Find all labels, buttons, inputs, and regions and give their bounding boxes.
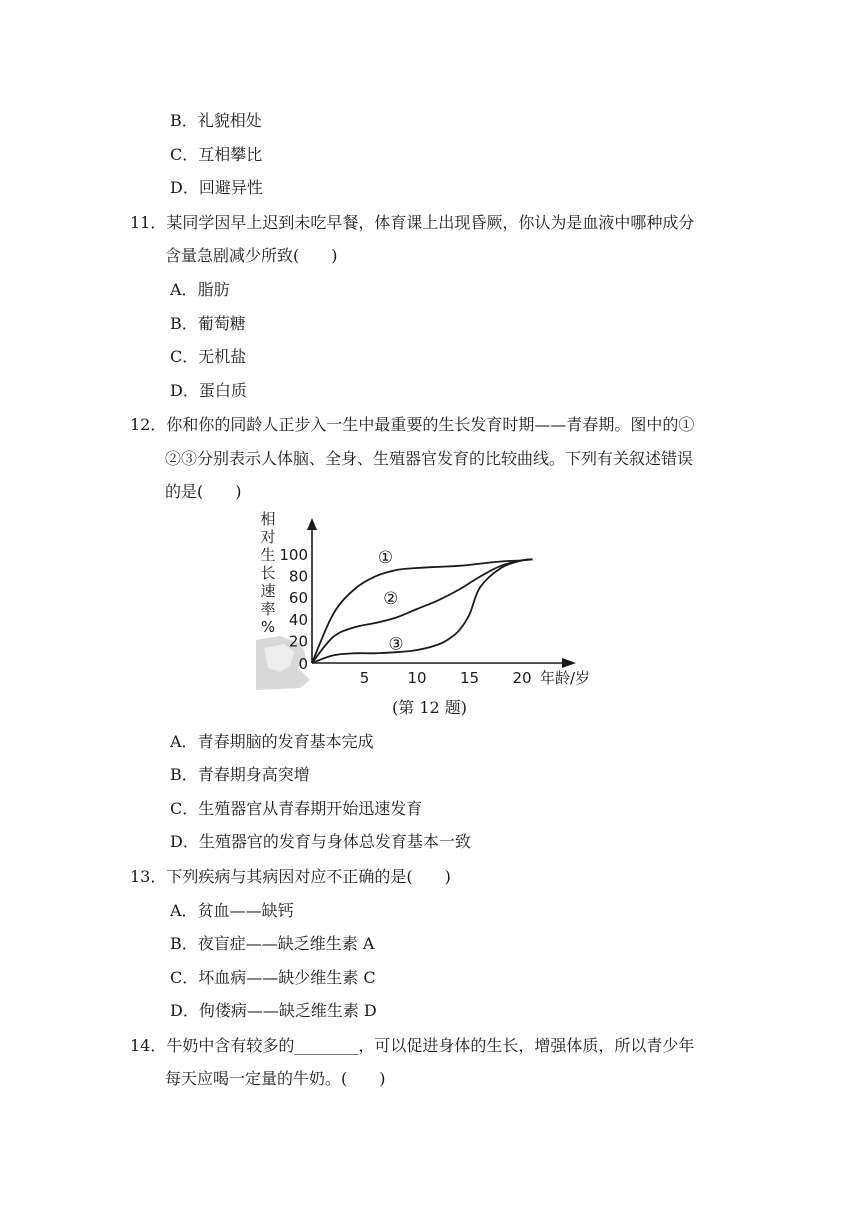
q10-option-c: C．互相攀比 — [170, 145, 263, 164]
x-axis-label: 年龄/岁 — [540, 669, 591, 687]
x-tick-label: 10 — [407, 669, 427, 687]
y-label-char-4: 长 — [260, 564, 276, 582]
q12-option-b: B．青春期身高突增 — [170, 765, 310, 784]
x-tick-label: 15 — [459, 669, 480, 687]
q13-option-d: D．佝偻病——缺乏维生素 D — [170, 1001, 377, 1020]
y-tick-label: 100 — [279, 546, 308, 564]
q12-option-c: C．生殖器官从青春期开始迅速发育 — [170, 799, 423, 818]
q12-stem-line1: 12．你和你的同龄人正步入一生中最重要的生长发育时期——青春期。图中的① — [130, 415, 695, 434]
q13-option-b: B．夜盲症——缺乏维生素 A — [170, 934, 375, 953]
y-tick-label: 20 — [288, 632, 308, 651]
x-tick-label: 20 — [512, 669, 532, 687]
q12-stem-line3: 的是( ) — [165, 482, 242, 501]
q10-option-d: D．回避异性 — [170, 178, 263, 197]
q13-option-c: C．坏血病——缺少维生素 C — [170, 968, 376, 987]
q12-stem-line2: ②③分别表示人体脑、全身、生殖器官发育的比较曲线。下列有关叙述错误 — [165, 449, 694, 468]
y-axis-arrow — [307, 518, 317, 530]
curve-1 — [312, 559, 533, 663]
q13-option-a: A．贫血——缺钙 — [170, 901, 294, 920]
y-label-char-3: 生 — [260, 546, 276, 564]
q13-stem: 13．下列疾病与其病因对应不正确的是( ) — [130, 867, 451, 886]
q11-option-a: A．脂肪 — [170, 280, 230, 299]
q11-option-c: C．无机盐 — [170, 347, 247, 366]
q10-option-b: B．礼貌相处 — [170, 111, 262, 130]
y-label-char-5: 速 — [260, 582, 276, 600]
y-axis-label — [260, 510, 275, 636]
curve-2 — [312, 559, 533, 663]
q11-option-b: B．葡萄糖 — [170, 314, 246, 333]
curve-label-2: ② — [383, 589, 399, 610]
origin-label: 0 — [298, 655, 308, 673]
q12-option-a: A．青春期脑的发育基本完成 — [170, 732, 374, 751]
curve-label-1: ① — [377, 548, 394, 569]
q11-stem-line1: 11．某同学因早上迟到未吃早餐，体育课上出现昏厥，你认为是血液中哪种成分 — [130, 213, 695, 232]
y-tick-label: 80 — [288, 567, 308, 586]
y-label-char-2: 对 — [260, 528, 276, 546]
y-label-char-6: 率 — [260, 600, 276, 618]
y-label-char-1: 相 — [260, 510, 276, 528]
q14-stem-line1: 14．牛奶中含有较多的________，可以促进身体的生长，增强体质，所以青少年 — [130, 1036, 695, 1055]
x-tick-label: 5 — [359, 669, 370, 687]
q14-stem-line2: 每天应喝一定量的牛奶。( ) — [165, 1069, 386, 1088]
x-axis-arrow — [562, 658, 576, 668]
growth-curve-chart — [250, 508, 610, 693]
q11-option-d: D．蛋白质 — [170, 381, 247, 400]
figure-caption: (第 12 题) — [392, 698, 468, 717]
curve-label-3: ③ — [388, 634, 404, 655]
y-tick-label: 40 — [288, 610, 308, 629]
y-label-char-7: % — [260, 618, 276, 636]
curve-3 — [312, 559, 533, 663]
y-tick-label: 60 — [288, 589, 308, 608]
q11-stem-line2: 含量急剧减少所致( ) — [165, 246, 338, 265]
q12-option-d: D．生殖器官的发育与身体总发育基本一致 — [170, 832, 471, 851]
